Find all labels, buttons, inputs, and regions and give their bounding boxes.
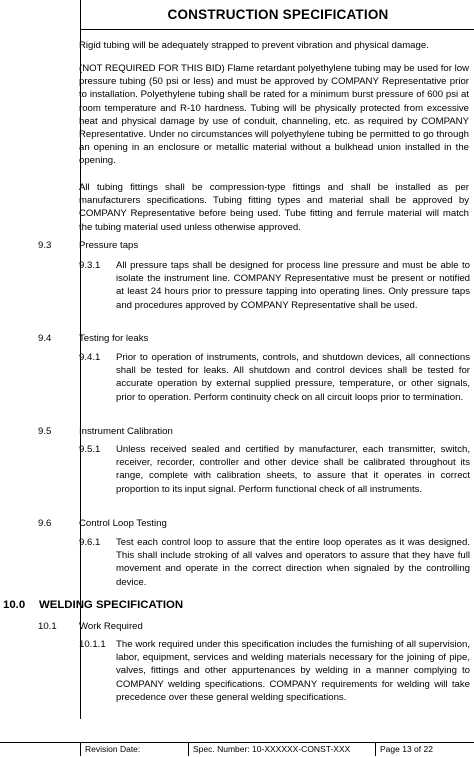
subsection-9-4-1 <box>79 351 470 404</box>
document-body <box>0 29 474 719</box>
subsection-text: The work required under this specification includes the furnishing of all supervision, labor, equipment, services and welding materials necessary for the joining of pipe, valves, fittings and other appurtenances by welding in a manner complying to COMPANY welding specifications. COMPANY requirements for welding will take precedence over these general welding specifications. <box>116 639 470 703</box>
subsection-text: Prior to operation of instruments, controls, and shutdown devices, all connections shall be tested for leaks. All shutdown and control devices shall be tested for accurate operation by external supplied pressure, temperature, or other signals, prior to operation. Perform continuity check on all circuit loops prior to termination. <box>116 352 470 403</box>
section-title: Control Loop Testing <box>79 518 167 529</box>
footer-spec-number: Spec. Number: 10-XXXXXX-CONST-XXX <box>188 743 375 756</box>
section-title: Instrument Calibration <box>79 426 173 437</box>
paragraph-fittings: All tubing fittings shall be compression-type fittings and shall be installed as per manufacturers specifications. Tubing fitting types and material shall be approved by COMPANY Representative before being used. Tube fitting and ferrule material will match the tubing material used unless otherwise approved. <box>79 182 469 233</box>
subsection-9-3-1 <box>79 259 470 312</box>
section-number: 9.5 <box>38 426 52 437</box>
section-title: WELDING SPECIFICATION <box>39 599 184 611</box>
page-footer <box>0 742 474 757</box>
subsection-number: 9.4.1 <box>79 352 101 363</box>
section-heading-9-6 <box>38 517 470 530</box>
section-number: 10.0 <box>3 599 26 611</box>
footer-revision-date: Revision Date: <box>80 743 188 756</box>
subsection-number: 10.1.1 <box>79 639 106 650</box>
header-title: CONSTRUCTION SPECIFICATION <box>167 7 389 22</box>
section-title: Work Required <box>79 621 143 632</box>
section-number: 10.1 <box>38 621 57 632</box>
section-number: 9.6 <box>38 518 52 529</box>
subsection-number: 9.5.1 <box>79 444 101 455</box>
section-number: 9.3 <box>38 240 52 251</box>
footer-page-number: Page 13 of 22 <box>375 743 474 756</box>
section-heading-10-1 <box>38 620 470 633</box>
subsection-10-1-1 <box>79 638 470 704</box>
subsection-9-6-1 <box>79 536 470 589</box>
section-title: Testing for leaks <box>79 333 149 344</box>
section-heading-9-5 <box>38 425 470 438</box>
subsection-9-5-1 <box>79 443 470 496</box>
subsection-text: All pressure taps shall be designed for process line pressure and must be able to isolate the instrument line. COMPANY Representative must be present or notified at least 24 hours prior to pressure tapping into operating lines. Only pressure taps and procedures approved by COMPANY Representative shall be used. <box>116 260 470 311</box>
section-heading-10-0 <box>3 599 470 612</box>
subsection-number: 9.3.1 <box>79 260 101 271</box>
page-header <box>80 0 474 30</box>
section-number: 9.4 <box>38 333 52 344</box>
subsection-text: Test each control loop to assure that the entire loop operates as it was designed. This shall include stroking of all valves and operators to assure that they have full movement and operate in the correct direction when signaled by the controlling device. <box>116 537 470 588</box>
section-title: Pressure taps <box>79 240 139 251</box>
subsection-text: Unless received sealed and certified by manufacturer, each transmitter, switch, receiver, recorder, controller and other device shall be calibrated throughout its range, complete with calibration sheets, to assure that it operates in correct proportion to its input signal. Perform functional check of all instruments. <box>116 444 470 495</box>
section-heading-9-4 <box>38 332 470 345</box>
subsection-number: 9.6.1 <box>79 537 101 548</box>
paragraph-polyethylene: (NOT REQUIRED FOR THIS BID) Flame retardant polyethylene tubing may be used for low pressure tubing (50 psi or less) and must be approved by COMPANY Representative prior to installation. Polyethylene tubing shall be rated for a minimum burst pressure of 600 psi at room temperature and R-10 hardness. Tubing will be physically protected from excessive heat and physical damage by use of conduit, channeling, etc. as required by COMPANY Representative. Under no circumstances will polyethylene tubing be permitted to go through an opening in an enclosure or metallic material without a bulkhead union installed in the opening. <box>79 63 469 167</box>
paragraph-strapping: Rigid tubing will be adequately strapped to prevent vibration and physical damage. <box>79 40 429 51</box>
section-heading-9-3 <box>38 239 470 252</box>
